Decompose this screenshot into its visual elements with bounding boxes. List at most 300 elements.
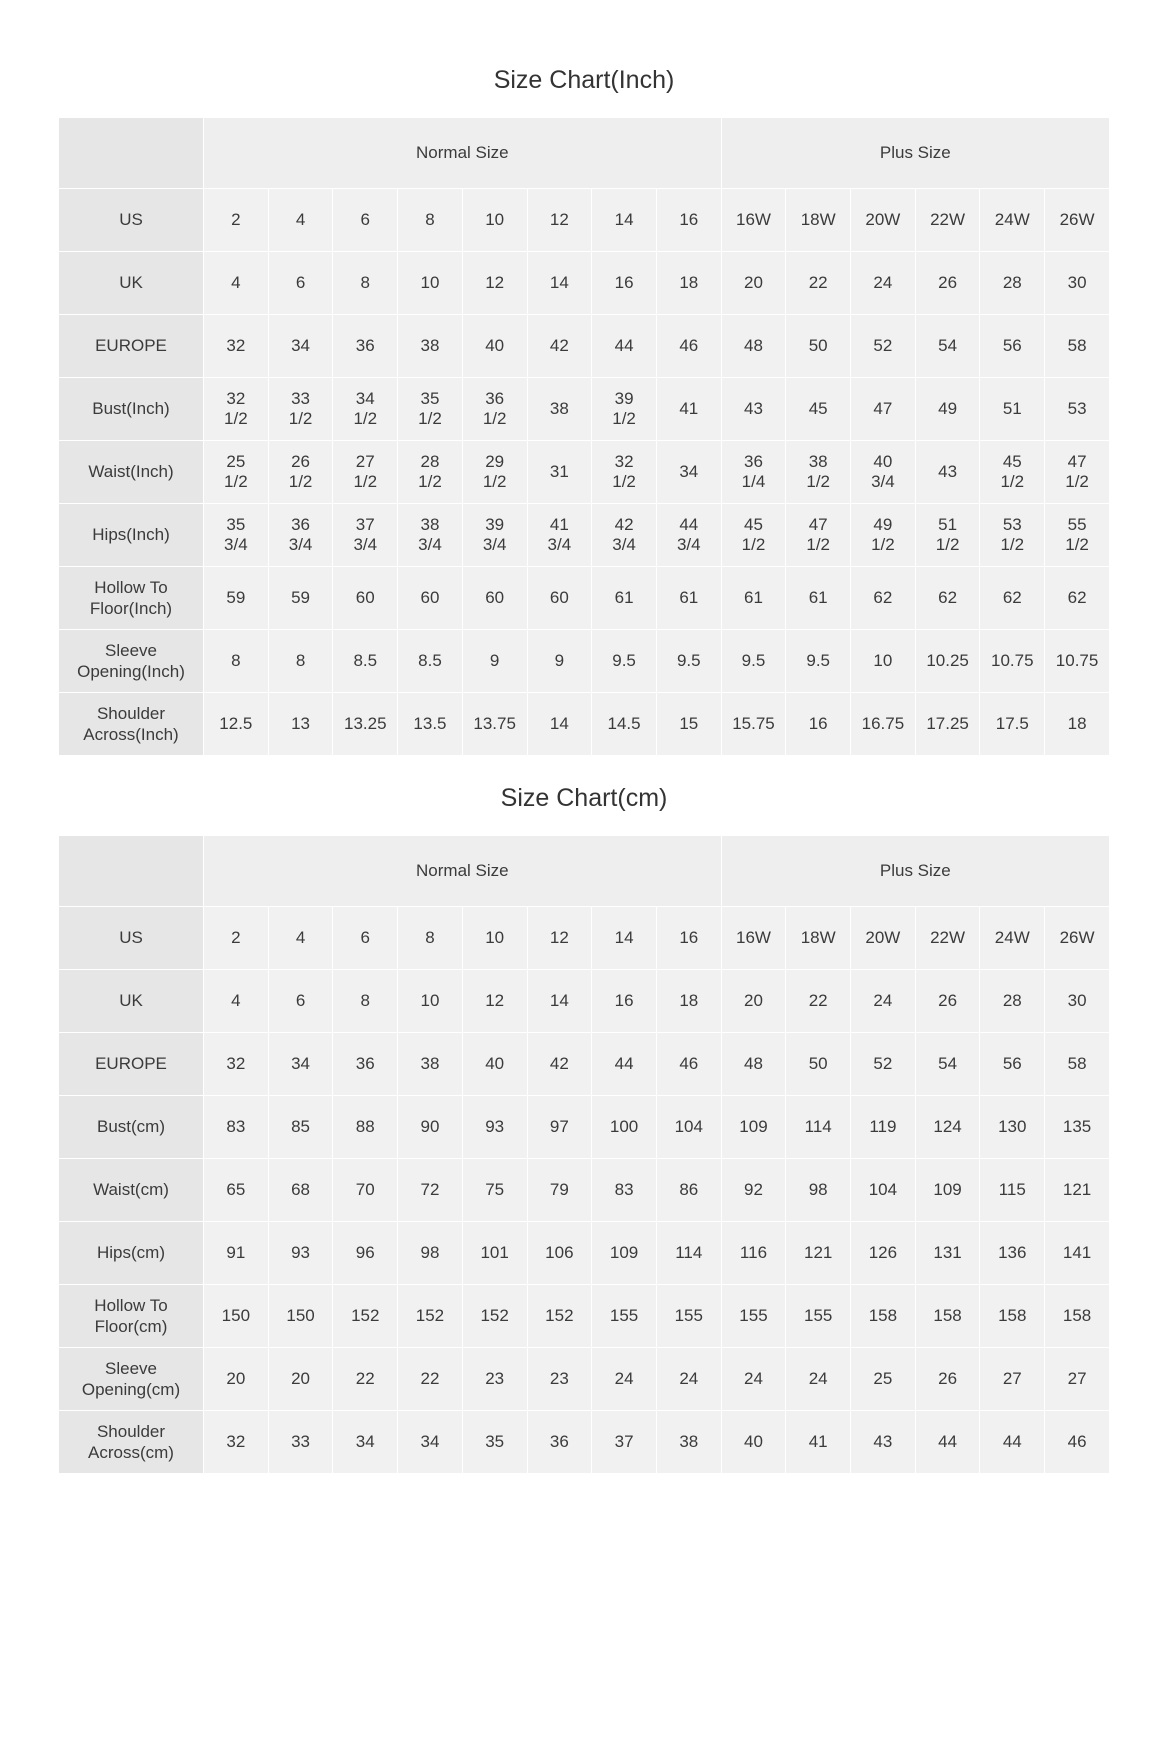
- table-cell: 38: [398, 1033, 463, 1096]
- group-header-plus-size: Plus Size: [721, 836, 1109, 907]
- table-cell: 34: [656, 441, 721, 504]
- table-row: [59, 1033, 1110, 1096]
- table-cell: [204, 441, 269, 504]
- value-fraction: 1/2: [1000, 472, 1025, 491]
- table-cell: 136: [980, 1222, 1045, 1285]
- value-whole: 34: [355, 389, 375, 409]
- table-row: [59, 378, 1110, 441]
- table-cell: 12: [527, 189, 592, 252]
- table-row: [59, 1348, 1110, 1411]
- table-cell: 22W: [915, 907, 980, 970]
- table-cell: 121: [1045, 1159, 1110, 1222]
- table-cell: [592, 441, 657, 504]
- table-cell: 10.25: [915, 630, 980, 693]
- value-whole: 47: [808, 515, 828, 535]
- table-cell: 15: [656, 693, 721, 756]
- value-fraction: 1/2: [418, 409, 442, 428]
- table-cell: 48: [721, 1033, 786, 1096]
- table-row: [59, 907, 1110, 970]
- table-row: [59, 504, 1110, 567]
- table-cell: 44: [915, 1411, 980, 1474]
- value-fraction: 3/4: [482, 535, 507, 554]
- table-cell: 49: [915, 378, 980, 441]
- table-cell: 119: [851, 1096, 916, 1159]
- table-cell: 16: [656, 907, 721, 970]
- table-cell: 15.75: [721, 693, 786, 756]
- table-cell: 38: [398, 315, 463, 378]
- table-cell: 83: [204, 1096, 269, 1159]
- table-cell: 114: [786, 1096, 851, 1159]
- table-header-row: [59, 118, 1110, 189]
- row-label: Sleeve Opening(Inch): [59, 630, 204, 693]
- table-cell: 40: [721, 1411, 786, 1474]
- table-cell: 32: [204, 1033, 269, 1096]
- row-label: Hips(cm): [59, 1222, 204, 1285]
- table-cell: 20W: [851, 189, 916, 252]
- table-cell: [398, 378, 463, 441]
- table-cell: 8.5: [333, 630, 398, 693]
- value-whole: 25: [226, 452, 246, 472]
- table-cell: 14: [527, 970, 592, 1033]
- value-whole: 35: [226, 515, 246, 535]
- table-cell: 135: [1045, 1096, 1110, 1159]
- table-cell: 25: [851, 1348, 916, 1411]
- table-cell: [851, 504, 916, 567]
- table-cell: [851, 441, 916, 504]
- table-cell: 24: [592, 1348, 657, 1411]
- table-cell: 26: [915, 970, 980, 1033]
- table-cell: 34: [268, 315, 333, 378]
- table-cell: 101: [462, 1222, 527, 1285]
- value-whole: 27: [355, 452, 375, 472]
- table-cell: 4: [204, 252, 269, 315]
- table-cell: 13.5: [398, 693, 463, 756]
- value-whole: 55: [1067, 515, 1087, 535]
- table-cell: 34: [333, 1411, 398, 1474]
- table-cell: 61: [721, 567, 786, 630]
- table-cell: 62: [915, 567, 980, 630]
- table-cell: 59: [204, 567, 269, 630]
- table-row: [59, 252, 1110, 315]
- table-cell: 70: [333, 1159, 398, 1222]
- row-label: UK: [59, 970, 204, 1033]
- size-chart-cm-table: [58, 835, 1110, 1474]
- table-cell: 91: [204, 1222, 269, 1285]
- table-cell: 104: [851, 1159, 916, 1222]
- table-cell: 61: [592, 567, 657, 630]
- table-cell: 14.5: [592, 693, 657, 756]
- value-whole: 26: [291, 452, 311, 472]
- value-fraction: 1/2: [871, 535, 895, 554]
- value-fraction: 1/2: [1065, 472, 1089, 491]
- table-cell: 114: [656, 1222, 721, 1285]
- value-fraction: 3/4: [871, 472, 895, 491]
- value-fraction: 1/2: [741, 535, 766, 554]
- table-cell: 88: [333, 1096, 398, 1159]
- table-cell: 28: [980, 252, 1045, 315]
- row-label: Hollow To Floor(Inch): [59, 567, 204, 630]
- table-cell: [333, 504, 398, 567]
- table-cell: [721, 504, 786, 567]
- table-cell: 32: [204, 315, 269, 378]
- table-cell: 121: [786, 1222, 851, 1285]
- table-cell: 58: [1045, 1033, 1110, 1096]
- value-whole: 32: [226, 389, 246, 409]
- table-cell: 14: [592, 907, 657, 970]
- table-cell: 52: [851, 315, 916, 378]
- table-cell: [268, 504, 333, 567]
- group-header-normal-size: Normal Size: [204, 118, 722, 189]
- table-cell: 17.5: [980, 693, 1045, 756]
- table-cell: 155: [656, 1285, 721, 1348]
- table-cell: 50: [786, 1033, 851, 1096]
- table-cell: 96: [333, 1222, 398, 1285]
- row-label: Waist(Inch): [59, 441, 204, 504]
- value-fraction: 3/4: [288, 535, 313, 554]
- value-whole: 37: [355, 515, 375, 535]
- table-cell: 60: [333, 567, 398, 630]
- table-cell: 24: [851, 970, 916, 1033]
- table-row: [59, 693, 1110, 756]
- table-cell: 79: [527, 1159, 592, 1222]
- row-label: Hips(Inch): [59, 504, 204, 567]
- table-cell: 62: [1045, 567, 1110, 630]
- table-cell: 31: [527, 441, 592, 504]
- value-whole: 42: [614, 515, 634, 535]
- table-cell: 18W: [786, 907, 851, 970]
- table-cell: 53: [1045, 378, 1110, 441]
- table-cell: 109: [592, 1222, 657, 1285]
- value-fraction: 1/2: [224, 472, 248, 491]
- table-cell: 116: [721, 1222, 786, 1285]
- value-fraction: 3/4: [353, 535, 378, 554]
- table-cell: 37: [592, 1411, 657, 1474]
- table-row: [59, 567, 1110, 630]
- table-cell: 41: [656, 378, 721, 441]
- table-cell: 42: [527, 315, 592, 378]
- table-cell: 104: [656, 1096, 721, 1159]
- table-cell: 65: [204, 1159, 269, 1222]
- table-cell: 47: [851, 378, 916, 441]
- table-cell: 30: [1045, 970, 1110, 1033]
- table-cell: 60: [398, 567, 463, 630]
- table-cell: 92: [721, 1159, 786, 1222]
- value-fraction: 1/2: [612, 472, 636, 491]
- table-cell: 44: [592, 1033, 657, 1096]
- value-whole: 29: [485, 452, 505, 472]
- table-cell: 10: [851, 630, 916, 693]
- table-cell: 51: [980, 378, 1045, 441]
- table-cell: 13.75: [462, 693, 527, 756]
- table-cell: 22: [333, 1348, 398, 1411]
- table-cell: 42: [527, 1033, 592, 1096]
- value-whole: 49: [873, 515, 893, 535]
- table-cell: 152: [333, 1285, 398, 1348]
- value-whole: 36: [291, 515, 311, 535]
- table-cell: [398, 441, 463, 504]
- table-cell: 33: [268, 1411, 333, 1474]
- value-fraction: 3/4: [224, 535, 248, 554]
- table-cell: [268, 378, 333, 441]
- row-label: Bust(cm): [59, 1096, 204, 1159]
- table-cell: 8: [268, 630, 333, 693]
- table-cell: [592, 504, 657, 567]
- table-cell: 83: [592, 1159, 657, 1222]
- table-cell: 2: [204, 189, 269, 252]
- table-header-row: [59, 836, 1110, 907]
- table-cell: 48: [721, 315, 786, 378]
- value-fraction: 1/2: [353, 472, 378, 491]
- table-cell: 34: [398, 1411, 463, 1474]
- row-label: Hollow To Floor(cm): [59, 1285, 204, 1348]
- table-cell: 23: [527, 1348, 592, 1411]
- table-row: [59, 1411, 1110, 1474]
- table-cell: 50: [786, 315, 851, 378]
- table-cell: 8.5: [398, 630, 463, 693]
- value-whole: 36: [485, 389, 505, 409]
- table-cell: 28: [980, 970, 1045, 1033]
- table-cell: 13: [268, 693, 333, 756]
- value-whole: 38: [420, 515, 440, 535]
- table-cell: 16: [786, 693, 851, 756]
- table-cell: 6: [333, 189, 398, 252]
- table-row: [59, 189, 1110, 252]
- table-cell: 16: [592, 252, 657, 315]
- table-cell: 24: [851, 252, 916, 315]
- table-cell: 152: [398, 1285, 463, 1348]
- table-cell: 16.75: [851, 693, 916, 756]
- table-cell: 85: [268, 1096, 333, 1159]
- table-cell: 13.25: [333, 693, 398, 756]
- page-title-cm: Size Chart(cm): [500, 784, 668, 812]
- table-cell: 46: [656, 315, 721, 378]
- table-cell: 46: [1045, 1411, 1110, 1474]
- table-cell: 38: [656, 1411, 721, 1474]
- table-cell: 97: [527, 1096, 592, 1159]
- table-cell: 124: [915, 1096, 980, 1159]
- table-cell: 141: [1045, 1222, 1110, 1285]
- cm-table-body: [59, 836, 1110, 1474]
- table-cell: 9: [527, 630, 592, 693]
- table-cell: 23: [462, 1348, 527, 1411]
- table-cell: 36: [333, 315, 398, 378]
- table-cell: 43: [721, 378, 786, 441]
- table-cell: 24W: [980, 907, 1045, 970]
- table-cell: [592, 378, 657, 441]
- table-cell: 26W: [1045, 189, 1110, 252]
- table-corner-cell: [59, 836, 204, 907]
- value-whole: 45: [744, 515, 763, 535]
- table-cell: 40: [462, 315, 527, 378]
- value-whole: 53: [1002, 515, 1022, 535]
- value-whole: 33: [291, 389, 311, 409]
- table-cell: 61: [786, 567, 851, 630]
- table-cell: 24W: [980, 189, 1045, 252]
- table-cell: 16W: [721, 907, 786, 970]
- table-cell: 36: [333, 1033, 398, 1096]
- table-cell: 8: [398, 907, 463, 970]
- row-label: Shoulder Across(cm): [59, 1411, 204, 1474]
- value-whole: 51: [938, 515, 958, 535]
- table-cell: 8: [398, 189, 463, 252]
- table-cell: 24: [656, 1348, 721, 1411]
- table-cell: 152: [462, 1285, 527, 1348]
- table-cell: 158: [1045, 1285, 1110, 1348]
- table-cell: 20: [721, 970, 786, 1033]
- table-cell: 44: [980, 1411, 1045, 1474]
- value-fraction: 3/4: [547, 535, 572, 554]
- table-cell: 12.5: [204, 693, 269, 756]
- table-cell: 52: [851, 1033, 916, 1096]
- table-cell: 98: [398, 1222, 463, 1285]
- table-cell: 54: [915, 315, 980, 378]
- value-whole: 47: [1067, 452, 1087, 472]
- table-cell: 90: [398, 1096, 463, 1159]
- table-cell: 18: [656, 970, 721, 1033]
- table-cell: 150: [268, 1285, 333, 1348]
- table-cell: [980, 441, 1045, 504]
- value-whole: 45: [1002, 452, 1022, 472]
- table-cell: 60: [527, 567, 592, 630]
- value-whole: 40: [873, 452, 893, 472]
- table-cell: 9.5: [721, 630, 786, 693]
- table-cell: 24: [721, 1348, 786, 1411]
- table-cell: 152: [527, 1285, 592, 1348]
- row-label: Waist(cm): [59, 1159, 204, 1222]
- row-label: Bust(Inch): [59, 378, 204, 441]
- table-cell: 18W: [786, 189, 851, 252]
- value-fraction: 3/4: [418, 535, 442, 554]
- table-cell: [721, 441, 786, 504]
- table-cell: 115: [980, 1159, 1045, 1222]
- table-cell: 40: [462, 1033, 527, 1096]
- table-cell: [204, 378, 269, 441]
- table-cell: 30: [1045, 252, 1110, 315]
- table-cell: 43: [915, 441, 980, 504]
- table-cell: 72: [398, 1159, 463, 1222]
- table-row: [59, 1222, 1110, 1285]
- table-cell: [333, 378, 398, 441]
- value-whole: 36: [744, 452, 763, 472]
- table-cell: 62: [980, 567, 1045, 630]
- row-label: Sleeve Opening(cm): [59, 1348, 204, 1411]
- table-cell: [786, 441, 851, 504]
- table-row: [59, 1159, 1110, 1222]
- table-cell: 150: [204, 1285, 269, 1348]
- value-whole: 28: [420, 452, 440, 472]
- table-cell: [980, 504, 1045, 567]
- table-cell: 26W: [1045, 907, 1110, 970]
- table-row: [59, 630, 1110, 693]
- table-cell: 59: [268, 567, 333, 630]
- table-cell: 26: [915, 1348, 980, 1411]
- value-fraction: 1/2: [482, 409, 507, 428]
- table-cell: 54: [915, 1033, 980, 1096]
- table-cell: 60: [462, 567, 527, 630]
- value-whole: 32: [614, 452, 634, 472]
- table-cell: [527, 504, 592, 567]
- value-fraction: 1/4: [741, 472, 766, 491]
- row-label: EUROPE: [59, 315, 204, 378]
- table-corner-cell: [59, 118, 204, 189]
- table-cell: 131: [915, 1222, 980, 1285]
- table-cell: 10: [462, 189, 527, 252]
- table-cell: 10.75: [980, 630, 1045, 693]
- table-cell: 34: [268, 1033, 333, 1096]
- table-cell: 17.25: [915, 693, 980, 756]
- table-cell: 158: [980, 1285, 1045, 1348]
- table-cell: 12: [462, 970, 527, 1033]
- value-fraction: 3/4: [612, 535, 636, 554]
- table-cell: 4: [268, 907, 333, 970]
- table-cell: 109: [915, 1159, 980, 1222]
- value-whole: 44: [679, 515, 699, 535]
- table-cell: 18: [656, 252, 721, 315]
- table-cell: 98: [786, 1159, 851, 1222]
- table-cell: [915, 504, 980, 567]
- value-fraction: 1/2: [1000, 535, 1025, 554]
- row-label: US: [59, 907, 204, 970]
- table-cell: 62: [851, 567, 916, 630]
- table-cell: 45: [786, 378, 851, 441]
- table-cell: [1045, 441, 1110, 504]
- table-cell: 43: [851, 1411, 916, 1474]
- table-cell: [1045, 504, 1110, 567]
- table-cell: 14: [527, 693, 592, 756]
- table-cell: 93: [268, 1222, 333, 1285]
- table-cell: 32: [204, 1411, 269, 1474]
- table-cell: 100: [592, 1096, 657, 1159]
- value-whole: 39: [485, 515, 505, 535]
- page-title-inch: Size Chart(Inch): [493, 66, 675, 94]
- table-cell: 46: [656, 1033, 721, 1096]
- table-cell: 4: [268, 189, 333, 252]
- table-cell: 22: [786, 970, 851, 1033]
- table-cell: 10: [462, 907, 527, 970]
- row-label: UK: [59, 252, 204, 315]
- table-row: [59, 1285, 1110, 1348]
- value-fraction: 1/2: [288, 409, 313, 428]
- table-cell: 61: [656, 567, 721, 630]
- table-cell: 38: [527, 378, 592, 441]
- row-label: EUROPE: [59, 1033, 204, 1096]
- table-cell: [268, 441, 333, 504]
- value-fraction: 3/4: [676, 535, 701, 554]
- table-cell: 4: [204, 970, 269, 1033]
- table-cell: 27: [980, 1348, 1045, 1411]
- table-cell: 158: [915, 1285, 980, 1348]
- value-whole: 38: [808, 452, 828, 472]
- value-whole: 41: [549, 515, 569, 535]
- value-whole: 39: [614, 389, 634, 409]
- table-cell: [462, 441, 527, 504]
- table-cell: 56: [980, 315, 1045, 378]
- group-header-plus-size: Plus Size: [721, 118, 1109, 189]
- table-row: [59, 315, 1110, 378]
- table-cell: 56: [980, 1033, 1045, 1096]
- table-cell: 93: [462, 1096, 527, 1159]
- table-cell: 16: [592, 970, 657, 1033]
- table-cell: 58: [1045, 315, 1110, 378]
- table-cell: 20W: [851, 907, 916, 970]
- table-cell: [462, 504, 527, 567]
- value-whole: 35: [420, 389, 440, 409]
- value-fraction: 1/2: [612, 409, 636, 428]
- table-cell: 9: [462, 630, 527, 693]
- table-cell: [398, 504, 463, 567]
- table-cell: 6: [268, 970, 333, 1033]
- table-cell: 86: [656, 1159, 721, 1222]
